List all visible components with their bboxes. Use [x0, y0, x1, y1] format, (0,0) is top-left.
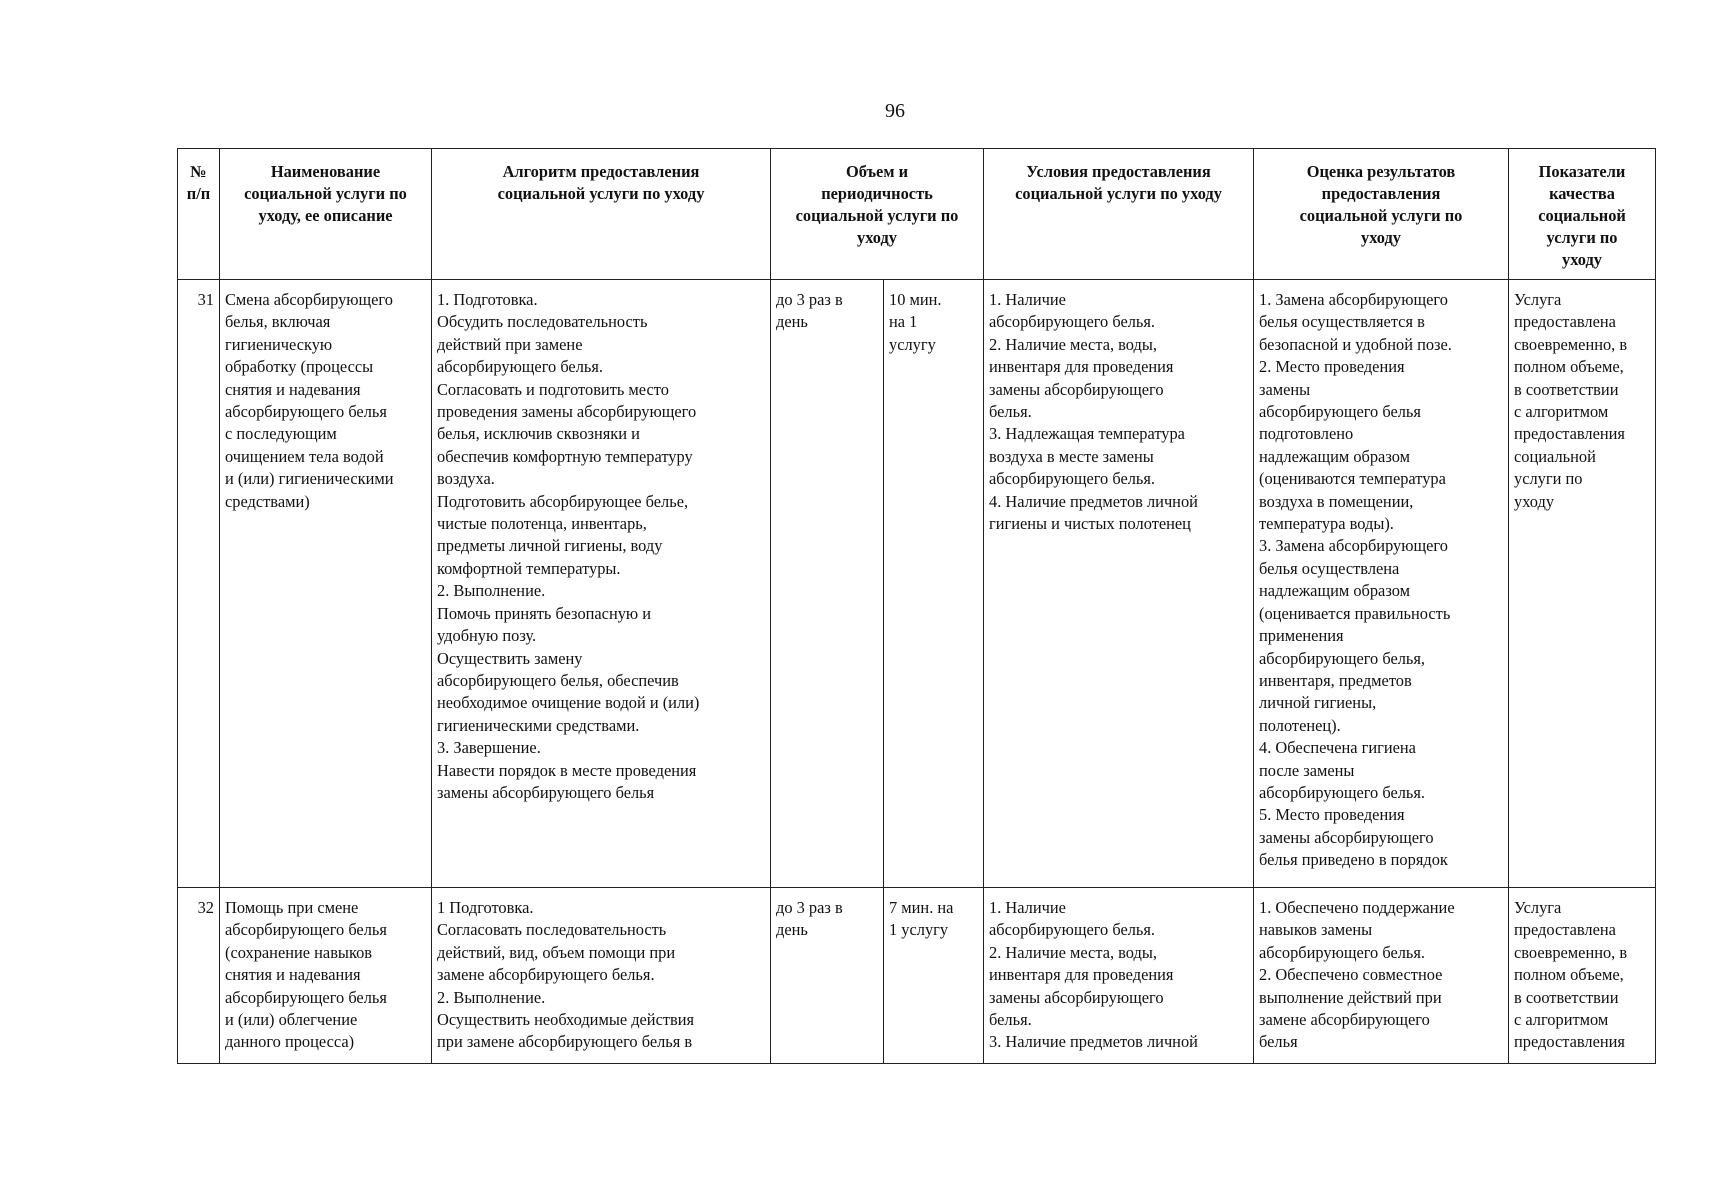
- header-evaluation: Оценка результатов предоставления социальной услуги по уходу: [1254, 149, 1509, 280]
- row-number: 31: [178, 280, 220, 888]
- service-periodicity: до 3 раз в день: [771, 280, 884, 888]
- header-algorithm: Алгоритм предоставления социальной услуги по уходу: [432, 149, 771, 280]
- service-periodicity: до 3 раз в день: [771, 888, 884, 1064]
- table-header-row: [178, 149, 1656, 280]
- table-row: [178, 888, 1656, 1064]
- service-algorithm: 1 Подготовка. Согласовать последовательность действий, вид, объем помощи при замене абсорбирующего белья. 2. Выполнение. Осуществить необходимые действия при замене абсорбирующего белья в: [432, 888, 771, 1064]
- service-name: Смена абсорбирующего белья, включая гигиеническую обработку (процессы снятия и надевания абсорбирующего белья с последующим очищением тела водой и (или) гигиеническими средствами): [220, 280, 432, 888]
- service-volume: 7 мин. на 1 услугу: [884, 888, 984, 1064]
- service-quality: Услуга предоставлена своевременно, в полном объеме, в соответствии с алгоритмом предоставления социальной услуги по уходу: [1509, 280, 1656, 888]
- service-name: Помощь при смене абсорбирующего белья (сохранение навыков снятия и надевания абсорбирующего белья и (или) облегчение данного процесса): [220, 888, 432, 1064]
- service-evaluation: 1. Замена абсорбирующего белья осуществляется в безопасной и удобной позе. 2. Место проведения замены абсорбирующего белья подготовлено надлежащим образом (оцениваются температура воздуха в помещении, температура воды). 3. Замена абсорбирующего белья осуществлена надлежащим образом (оценивается правильность применения абсорбирующего белья, инвентаря, предметов личной гигиены, полотенец). 4. Обеспечена гигиена после замены абсорбирующего белья. 5. Место проведения замены абсорбирующего белья приведено в порядок: [1254, 280, 1509, 888]
- header-conditions: Условия предоставления социальной услуги по уходу: [984, 149, 1254, 280]
- service-conditions: 1. Наличие абсорбирующего белья. 2. Наличие места, воды, инвентаря для проведения замены абсорбирующего белья. 3. Наличие предметов личной: [984, 888, 1254, 1064]
- table-row: [178, 280, 1656, 888]
- header-service-name: Наименование социальной услуги по уходу, ее описание: [220, 149, 432, 280]
- service-evaluation: 1. Обеспечено поддержание навыков замены абсорбирующего белья. 2. Обеспечено совместное выполнение действий при замене абсорбирующего белья: [1254, 888, 1509, 1064]
- header-volume-periodicity: Объем и периодичность социальной услуги по уходу: [771, 149, 984, 280]
- services-table: [177, 148, 1656, 1064]
- page-number: 96: [885, 100, 905, 122]
- service-volume: 10 мин. на 1 услугу: [884, 280, 984, 888]
- row-number: 32: [178, 888, 220, 1064]
- service-quality: Услуга предоставлена своевременно, в полном объеме, в соответствии с алгоритмом предоставления: [1509, 888, 1656, 1064]
- service-algorithm: 1. Подготовка. Обсудить последовательность действий при замене абсорбирующего белья. Согласовать и подготовить место проведения замены абсорбирующего белья, исключив сквозняки и обеспечив комфортную температуру воздуха. Подготовить абсорбирующее белье, чистые полотенца, инвентарь, предметы личной гигиены, воду комфортной температуры. 2. Выполнение. Помочь принять безопасную и удобную позу. Осуществить замену абсорбирующего белья, обеспечив необходимое очищение водой и (или) гигиеническими средствами. 3. Завершение. Навести порядок в месте проведения замены абсорбирующего белья: [432, 280, 771, 888]
- header-quality: Показатели качества социальной услуги по уходу: [1509, 149, 1656, 280]
- header-number: № п/п: [178, 149, 220, 280]
- service-conditions: 1. Наличие абсорбирующего белья. 2. Наличие места, воды, инвентаря для проведения замены абсорбирующего белья. 3. Надлежащая температура воздуха в месте замены абсорбирующего белья. 4. Наличие предметов личной гигиены и чистых полотенец: [984, 280, 1254, 888]
